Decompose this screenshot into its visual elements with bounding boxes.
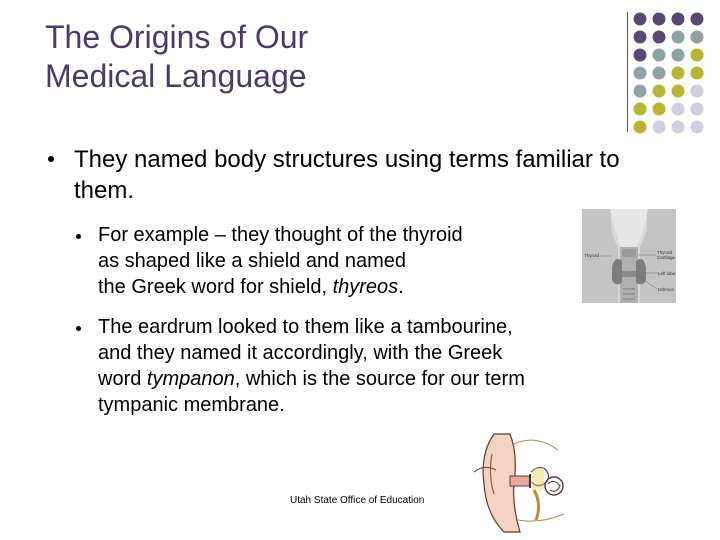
greek-word-tympanon: tympanon bbox=[146, 368, 235, 390]
isthmus-label: Isthmus bbox=[658, 287, 674, 292]
sub-bullet-1-line-2: as shaped like a shield and named bbox=[98, 250, 406, 272]
left-lobe-label: Left lobe bbox=[658, 271, 676, 276]
sub-bullet-2-line-4: tympanic membrane. bbox=[98, 394, 285, 416]
sub-bullet-2-line-1: The eardrum looked to them like a tambourine, bbox=[98, 316, 513, 338]
sub-bullet-1-text bbox=[98, 222, 588, 300]
thyroid-cartilage-label-2: Cartilage bbox=[657, 255, 676, 260]
slide-title bbox=[45, 18, 565, 96]
thyroid-label: Thyroid bbox=[584, 253, 600, 258]
footer-source: Utah State Office of Education bbox=[290, 495, 425, 506]
slide-title-line-2: Medical Language bbox=[45, 58, 307, 94]
sub-bullet-2-line-3-suffix: , which is the source for our term bbox=[234, 368, 525, 390]
slide-title-line-1: The Origins of Our bbox=[45, 19, 309, 55]
sub-bullet-1-line-3-suffix: . bbox=[398, 276, 404, 298]
bullet-icon bbox=[48, 156, 54, 162]
greek-word-thyreos: thyreos bbox=[332, 276, 399, 298]
sub-bullet-1-line-3 bbox=[98, 274, 588, 300]
sub-bullet-2-line-2: and they named it accordingly, with the Greek bbox=[98, 342, 503, 364]
sub-bullet-2-line-3: word tympanon, which is the source for our term bbox=[98, 368, 525, 390]
thyroid-cartilage-label-1: Thyroid bbox=[657, 250, 673, 255]
thyroid-illustration bbox=[582, 209, 676, 303]
sub-bullet-icon bbox=[76, 234, 81, 239]
decorative-dot-grid bbox=[627, 12, 715, 134]
ear-anatomy-illustration bbox=[474, 424, 568, 536]
bullet-1-text: They named body structures using terms familiar to them. bbox=[74, 146, 620, 204]
sub-bullet-icon bbox=[76, 326, 81, 331]
sub-bullet-2-text bbox=[98, 314, 678, 418]
sub-bullet-1-line-3-prefix: the Greek word for shield, bbox=[98, 276, 333, 298]
sub-bullet-1-line-1: For example – they thought of the thyroid bbox=[98, 224, 463, 246]
